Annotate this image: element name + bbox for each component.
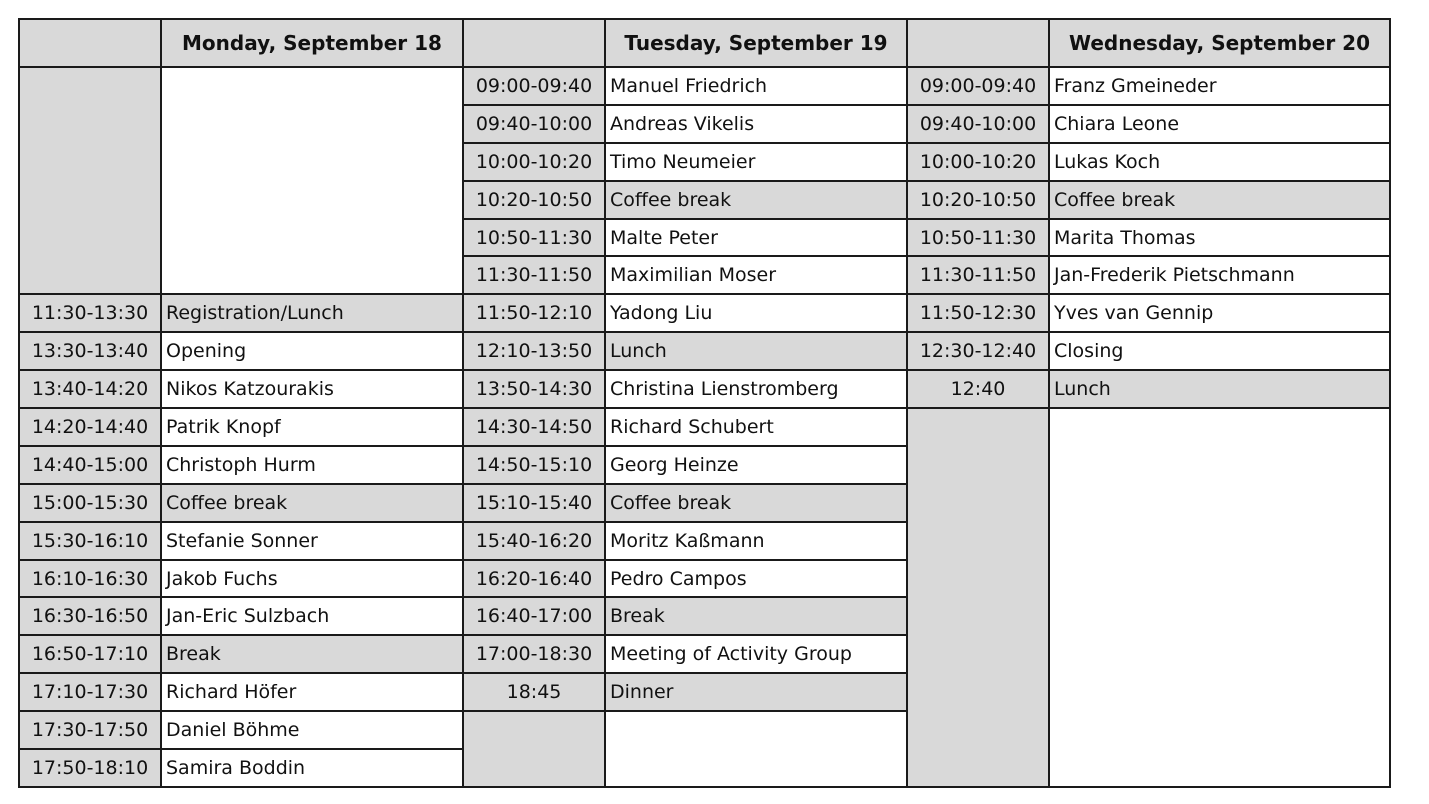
- time-slot: 14:50-15:10: [462, 445, 604, 483]
- header-time-blank: [462, 18, 604, 66]
- event-title: Daniel Böhme: [160, 710, 462, 748]
- schedule-table: [18, 18, 1391, 788]
- time-slot: 17:10-17:30: [18, 672, 160, 710]
- event-title: Registration/Lunch: [160, 293, 462, 331]
- header-time-blank: [18, 18, 160, 66]
- event-title: Christoph Hurm: [160, 445, 462, 483]
- time-slot: 09:00-09:40: [462, 66, 604, 104]
- time-slot: 10:00-10:20: [462, 142, 604, 180]
- time-slot: 14:40-15:00: [18, 445, 160, 483]
- time-slot: 12:40: [906, 369, 1048, 407]
- time-slot: 15:00-15:30: [18, 483, 160, 521]
- empty-time-block: [906, 407, 1048, 786]
- event-title: Yves van Gennip: [1048, 293, 1389, 331]
- event-title: Break: [160, 634, 462, 672]
- time-slot: 16:30-16:50: [18, 596, 160, 634]
- time-slot: 16:40-17:00: [462, 596, 604, 634]
- time-slot: 11:50-12:10: [462, 293, 604, 331]
- event-title: Closing: [1048, 331, 1389, 369]
- event-title: Marita Thomas: [1048, 218, 1389, 256]
- event-title: Lukas Koch: [1048, 142, 1389, 180]
- time-slot: 15:30-16:10: [18, 521, 160, 559]
- event-title: Andreas Vikelis: [604, 104, 906, 142]
- empty-time-block: [462, 710, 604, 786]
- event-title: Timo Neumeier: [604, 142, 906, 180]
- empty-event-block: [604, 710, 906, 786]
- time-slot: 16:50-17:10: [18, 634, 160, 672]
- event-title: Break: [604, 596, 906, 634]
- event-title: Moritz Kaßmann: [604, 521, 906, 559]
- time-slot: 17:50-18:10: [18, 748, 160, 786]
- time-slot: 10:20-10:50: [462, 180, 604, 218]
- event-title: Opening: [160, 331, 462, 369]
- time-slot: 11:30-11:50: [906, 255, 1048, 293]
- event-title: Stefanie Sonner: [160, 521, 462, 559]
- event-title: Jan-Frederik Pietschmann: [1048, 255, 1389, 293]
- time-slot: 09:40-10:00: [462, 104, 604, 142]
- time-slot: 13:50-14:30: [462, 369, 604, 407]
- time-slot: 13:40-14:20: [18, 369, 160, 407]
- event-title: Samira Boddin: [160, 748, 462, 786]
- header-time-blank: [906, 18, 1048, 66]
- time-slot: 18:45: [462, 672, 604, 710]
- time-slot: 11:50-12:30: [906, 293, 1048, 331]
- time-slot: 12:30-12:40: [906, 331, 1048, 369]
- empty-time-block: [18, 66, 160, 293]
- day-header: Tuesday, September 19: [604, 18, 906, 66]
- event-title: Nikos Katzourakis: [160, 369, 462, 407]
- time-slot: 10:20-10:50: [906, 180, 1048, 218]
- time-slot: 11:30-13:30: [18, 293, 160, 331]
- time-slot: 10:50-11:30: [462, 218, 604, 256]
- event-title: Patrik Knopf: [160, 407, 462, 445]
- empty-event-block: [160, 66, 462, 293]
- time-slot: 09:40-10:00: [906, 104, 1048, 142]
- time-slot: 17:00-18:30: [462, 634, 604, 672]
- empty-event-block: [1048, 407, 1389, 786]
- day-header: Monday, September 18: [160, 18, 462, 66]
- event-title: Maximilian Moser: [604, 255, 906, 293]
- event-title: Coffee break: [604, 180, 906, 218]
- event-title: Manuel Friedrich: [604, 66, 906, 104]
- event-title: Yadong Liu: [604, 293, 906, 331]
- event-title: Chiara Leone: [1048, 104, 1389, 142]
- event-title: Lunch: [604, 331, 906, 369]
- event-title: Dinner: [604, 672, 906, 710]
- time-slot: 10:00-10:20: [906, 142, 1048, 180]
- event-title: Jakob Fuchs: [160, 559, 462, 597]
- time-slot: 15:40-16:20: [462, 521, 604, 559]
- event-title: Richard Höfer: [160, 672, 462, 710]
- event-title: Coffee break: [160, 483, 462, 521]
- time-slot: 14:20-14:40: [18, 407, 160, 445]
- time-slot: 16:20-16:40: [462, 559, 604, 597]
- event-title: Coffee break: [604, 483, 906, 521]
- time-slot: 13:30-13:40: [18, 331, 160, 369]
- time-slot: 15:10-15:40: [462, 483, 604, 521]
- event-title: Coffee break: [1048, 180, 1389, 218]
- time-slot: 17:30-17:50: [18, 710, 160, 748]
- event-title: Franz Gmeineder: [1048, 66, 1389, 104]
- event-title: Lunch: [1048, 369, 1389, 407]
- time-slot: 11:30-11:50: [462, 255, 604, 293]
- event-title: Georg Heinze: [604, 445, 906, 483]
- day-header: Wednesday, September 20: [1048, 18, 1389, 66]
- event-title: Richard Schubert: [604, 407, 906, 445]
- event-title: Christina Lienstromberg: [604, 369, 906, 407]
- time-slot: 14:30-14:50: [462, 407, 604, 445]
- event-title: Jan-Eric Sulzbach: [160, 596, 462, 634]
- time-slot: 16:10-16:30: [18, 559, 160, 597]
- time-slot: 12:10-13:50: [462, 331, 604, 369]
- event-title: Meeting of Activity Group: [604, 634, 906, 672]
- event-title: Pedro Campos: [604, 559, 906, 597]
- time-slot: 09:00-09:40: [906, 66, 1048, 104]
- time-slot: 10:50-11:30: [906, 218, 1048, 256]
- event-title: Malte Peter: [604, 218, 906, 256]
